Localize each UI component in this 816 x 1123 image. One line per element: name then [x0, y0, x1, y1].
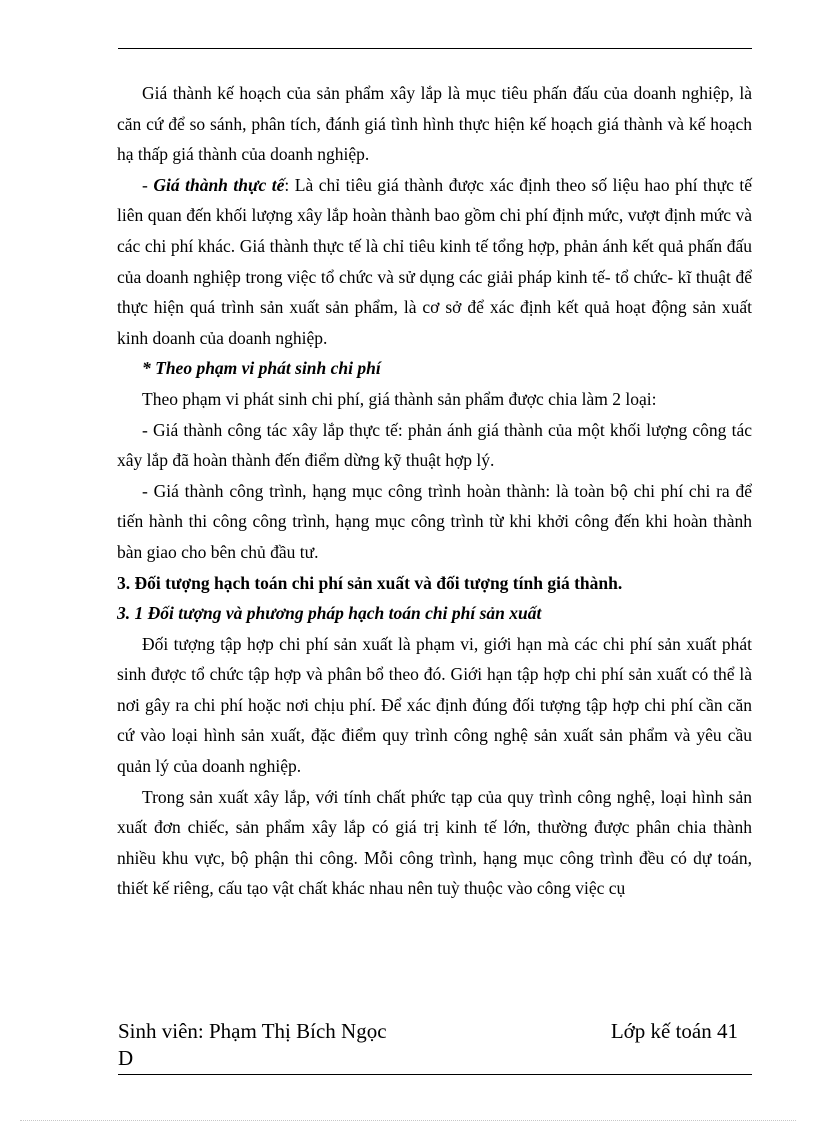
bullet-dash: -: [142, 174, 154, 195]
page-edge-dots: [20, 1120, 796, 1121]
term-actual-cost: Giá thành thực tế: [153, 174, 285, 195]
section-heading-3: 3. Đối tượng hạch toán chi phí sản xuất và đối tượng tính giá thành.: [117, 572, 623, 593]
subheading-scope: * Theo phạm vi phát sinh chi phí: [142, 358, 381, 379]
paragraph-cost-object: Đối tượng tập hợp chi phí sản xuất là phạm vi, giới hạn mà các chi phí sản xuất phát sinh được tổ chức tập hợp và phân bổ theo đó. Giới hạn tập hợp chi phí sản xuất có thể là nơi gây ra chi phí hoặc nơi chịu phí. Để xác định đúng đối tượng tập hợp chi phí cần căn cứ vào loại hình sản xuất, đặc điểm quy trình công nghệ sản xuất sản phẩm và yêu cầu quản lý của doanh nghiệp.: [117, 633, 752, 777]
paragraph-actual-cost: [117, 170, 752, 354]
paragraph-construction-context: Trong sản xuất xây lắp, với tính chất phức tạp của quy trình công nghệ, loại hình sản xuất đơn chiếc, sản phẩm xây lắp có giá trị kinh tế lớn, thường được phân chia thành nhiều khu vực, bộ phận thi công. Mỗi công trình, hạng mục công trình đều có dự toán, thiết kế riêng, cấu tạo vật chất khác nhau nên tuỳ thuộc vào công việc cụ: [117, 786, 752, 899]
footer-student: Sinh viên: Phạm Thị Bích Ngọc: [118, 1019, 387, 1043]
footer-class: Lớp kế toán 41: [610, 1019, 738, 1043]
header-rule: [118, 48, 752, 49]
page-body: [117, 78, 752, 904]
paragraph-construction-cost: - Giá thành công tác xây lắp thực tế: phản ánh giá thành của một khối lượng công tác xây lắp đã hoàn thành đến điểm dừng kỹ thuật hợp lý.: [117, 419, 752, 471]
actual-cost-definition: : Là chỉ tiêu giá thành được xác định theo số liệu hao phí thực tế liên quan đến khối lượng xây lắp hoàn thành bao gồm chi phí định mức, vượt định mức và các chi phí khác. Giá thành thực tế là chỉ tiêu kinh tế tổng hợp, phản ánh kết quả phấn đấu của doanh nghiệp trong việc tổ chức và sử dụng các giải pháp kinh tế- tổ chức- kĩ thuật để thực hiện quá trình sản xuất sản phẩm, là cơ sở để xác định kết quả hoạt động sản xuất kinh doanh của doanh nghiệp.: [117, 174, 753, 348]
section-heading-3-1: 3. 1 Đối tượng và phương pháp hạch toán chi phí sản xuất: [117, 603, 542, 624]
paragraph-scope-intro: Theo phạm vi phát sinh chi phí, giá thành sản phẩm được chia làm 2 loại:: [142, 388, 657, 409]
paragraph-project-cost: - Giá thành công trình, hạng mục công trình hoàn thành: là toàn bộ chi phí chi ra để tiến hành thi công công trình, hạng mục công trình từ khi khởi công đến khi hoàn thành bàn giao cho bên chủ đầu tư.: [117, 480, 752, 562]
footer-class-suffix: D: [118, 1046, 134, 1070]
footer-rule: [118, 1074, 752, 1075]
paragraph-planned-cost: Giá thành kế hoạch của sản phẩm xây lắp là mục tiêu phấn đấu của doanh nghiệp, là căn cứ để so sánh, phân tích, đánh giá tình hình thực hiện kế hoạch giá thành và kế hoạch hạ thấp giá thành của doanh nghiệp.: [117, 83, 752, 165]
